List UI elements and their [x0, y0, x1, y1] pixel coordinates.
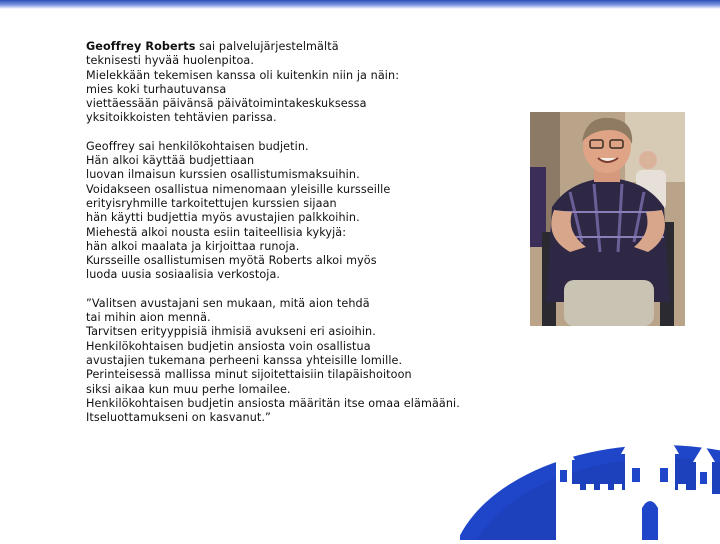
paragraph-budget [86, 140, 526, 283]
text-line: luovan ilmaisun kurssien osallistumismaksuihin. [86, 168, 360, 182]
person-name: Geoffrey Roberts [86, 40, 196, 53]
text-line: Kursseille osallistumisen myötä Roberts alkoi myös [86, 254, 377, 268]
text-line: hän käytti budjettia myös avustajien palkkoihin. [86, 211, 360, 225]
paragraph-intro [86, 40, 526, 126]
text-line: yksitoikkoisten tehtävien parissa. [86, 111, 277, 125]
text-line: Geoffrey sai henkilökohtaisen budjetin. [86, 139, 309, 153]
text-line: teknisesti hyvää huolenpitoa. [86, 54, 254, 68]
text-line: Hän alkoi käyttää budjettiaan [86, 154, 255, 168]
text-line: Henkilökohtaisen budjetin ansiosta määritän itse omaa elämääni. [86, 396, 460, 410]
text-line: Miehestä alkoi nousta esiin taiteellisia kykyjä: [86, 225, 347, 239]
text-line: Itseluottamukseni on kasvanut.” [86, 411, 271, 425]
castle-logo-decoration [460, 390, 720, 540]
story-text [86, 40, 526, 425]
portrait-photo [530, 112, 685, 326]
text-line: Perinteisessä mallissa minut sijoitettaisiin tilapäishoitoon [86, 368, 412, 382]
text-line: Voidakseen osallistua nimenomaan yleisille kursseille [86, 182, 391, 196]
text-line: ”Valitsen avustajani sen mukaan, mitä aion tehdä [86, 296, 370, 310]
text-line: Henkilökohtaisen budjetin ansiosta voin osallistua [86, 339, 371, 353]
text-line: luoda uusia sosiaalisia verkostoja. [86, 268, 281, 282]
text-line: hän alkoi maalata ja kirjoittaa runoja. [86, 239, 300, 253]
top-gradient-bar [0, 0, 720, 9]
text-line: Tarvitsen erityyppisiä ihmisiä avukseni eri asioihin. [86, 325, 376, 339]
text-line: Mielekkään tekemisen kanssa oli kuitenkin niin ja näin: [86, 68, 400, 82]
text-line: siksi aikaa kun muu perhe lomailee. [86, 382, 291, 396]
text-line: avustajien tukemana perheeni kanssa yhteisille lomille. [86, 353, 403, 367]
text-line: mies koki turhautuvansa [86, 82, 227, 96]
text-line: erityisryhmille tarkoitettujen kurssien sijaan [86, 196, 337, 210]
text-line: Geoffrey Roberts sai palvelujärjestelmältä [86, 40, 339, 53]
text-line: tai mihin aion mennä. [86, 311, 211, 325]
text-line: viettäessään päivänsä päivätoimintakeskuksessa [86, 97, 367, 111]
